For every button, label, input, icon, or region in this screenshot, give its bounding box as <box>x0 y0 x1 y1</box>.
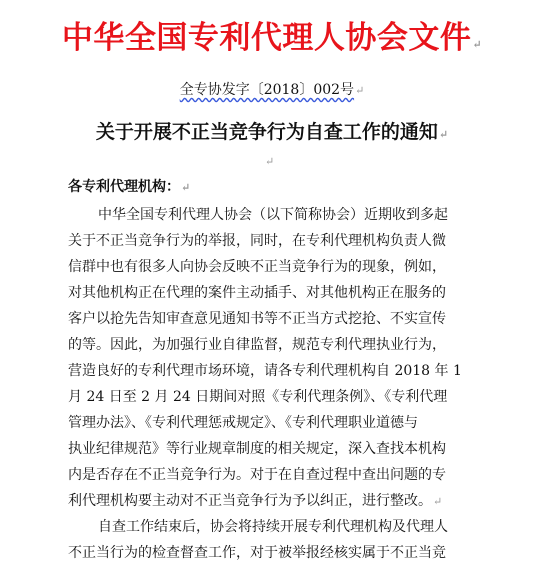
body-line: 自查工作结束后，协会将持续开展专利代理机构及代理人 <box>98 519 448 535</box>
document-title <box>0 12 544 57</box>
body-line-end <box>68 488 478 514</box>
body-line: 执业纪律规范》等行业规章制度的相关规定，深入查找本机构 <box>68 441 446 457</box>
body-line: 关于不正当竞争行为的举报，同时，在专利代理机构负责人微 <box>68 233 446 249</box>
body-line: 中华全国专利代理人协会（以下简称协会）近期收到多起 <box>98 207 448 223</box>
body-line: 管理办法》、《专利代理惩戒规定》、《专利代理职业道德与 <box>68 415 418 431</box>
paragraph-mark-icon: ↵ <box>181 181 191 194</box>
body-line: 对其他机构正在代理的案件主动插手、对其他机构正在服务的 <box>68 285 446 301</box>
paragraph-mark-icon: ↵ <box>472 38 483 51</box>
paragraph-mark-icon: ↵ <box>265 155 275 168</box>
body-line: 营造良好的专利代理市场环境，请各专利代理机构自 2018 年 1 <box>68 363 462 379</box>
body-line: 内是否存在不正当竞争行为。对于在自查过程中查出问题的专 <box>68 467 446 483</box>
body-line-text: 利代理机构要主动对不正当竞争行为予以纠正，进行整改。 <box>68 493 432 509</box>
paragraph-mark-icon: ↵ <box>433 495 443 508</box>
body-text <box>68 202 478 566</box>
salutation <box>68 176 190 196</box>
empty-paragraph <box>264 150 274 169</box>
document-title-text: 中华全国专利代理人协会文件 <box>61 20 472 56</box>
document-number <box>0 79 544 99</box>
body-line: 月 24 日至 2 月 24 日期间对照《专利代理条例》、《专利代理 <box>68 389 448 405</box>
notice-subject-text: 关于开展不正当竞争行为自查工作的通知 <box>95 121 438 143</box>
notice-subject <box>0 117 544 144</box>
body-line: 信群中也有很多人向协会反映不正当竞争行为的现象，例如， <box>68 259 446 275</box>
body-line: 的等。因此，为加强行业自律监督，规范专利代理执业行为， <box>68 337 446 353</box>
body-line: 客户以抢先告知审查意见通知书等不正当方式挖抢、不实宣传 <box>68 311 446 327</box>
paragraph-mark-icon: ↵ <box>355 84 365 97</box>
salutation-text: 各专利代理机构： <box>68 179 180 195</box>
document-number-text: 全专协发字〔2018〕002号 <box>179 82 355 98</box>
body-line: 不正当行为的检查督查工作，对于被举报经核实属于不正当竞 <box>68 545 446 561</box>
paragraph-mark-icon: ↵ <box>438 128 449 141</box>
